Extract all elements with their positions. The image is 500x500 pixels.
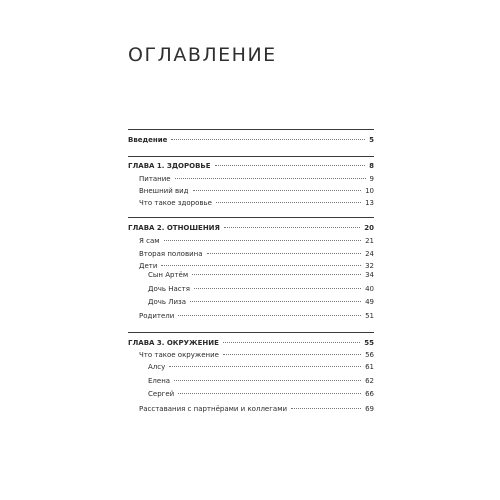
toc-entry-label: Что такое здоровье: [139, 199, 212, 207]
toc-entry-page: 8: [369, 162, 374, 170]
divider: [128, 156, 374, 157]
leader-dots: [178, 392, 361, 394]
toc-entry-label: Что такое окружение: [139, 351, 219, 359]
toc-entry-page: 32: [365, 262, 374, 270]
toc-entry-label: Родители: [139, 312, 175, 320]
toc-entry-page: 13: [365, 199, 374, 207]
toc-entry-label: Сын Артём: [148, 271, 189, 279]
toc-entry-label: Дети: [139, 262, 158, 270]
leader-dots: [194, 287, 361, 289]
toc-entry-label: Расставания с партнёрами и коллегами: [139, 405, 288, 413]
toc-entry-chapter-1[interactable]: [128, 161, 374, 171]
toc-entry-label: Введение: [128, 136, 168, 144]
toc-entry-chapter-3[interactable]: [128, 338, 374, 348]
leader-dots: [223, 341, 360, 343]
toc-entry-label: ГЛАВА 1. ЗДОРОВЬЕ: [128, 162, 211, 170]
toc-entry-page: 66: [365, 390, 374, 398]
leader-dots: [190, 300, 361, 302]
toc-entry-label: Дочь Настя: [148, 285, 190, 293]
leader-dots: [171, 138, 365, 140]
toc-entry-son-artyom[interactable]: [148, 270, 374, 280]
leader-dots: [169, 365, 361, 367]
toc-entry-page: 24: [365, 250, 374, 258]
toc-entry-label: Дочь Лиза: [148, 298, 187, 306]
toc-entry-page: 20: [364, 224, 374, 232]
divider: [128, 332, 374, 333]
toc-entry-page: 10: [365, 187, 374, 195]
toc-entry-label: Сергей: [148, 390, 175, 398]
toc-entry-label: Я сам: [139, 237, 160, 245]
toc-entry-chapter-2[interactable]: [128, 223, 374, 233]
leader-dots: [161, 264, 361, 266]
toc-entry-page: 40: [365, 285, 374, 293]
toc-entry-myself[interactable]: [139, 236, 374, 246]
toc-entry-label: Внешний вид: [139, 187, 189, 195]
toc-entry-label: Елена: [148, 377, 171, 385]
leader-dots: [193, 189, 362, 191]
toc-entry-label: ГЛАВА 3. ОКРУЖЕНИЕ: [128, 339, 219, 347]
toc-entry-parents[interactable]: [139, 311, 374, 321]
toc-entry-page: 21: [365, 237, 374, 245]
toc-entry-partings[interactable]: [139, 404, 374, 414]
toc-entry-nutrition[interactable]: [139, 174, 374, 184]
toc-entry-appearance[interactable]: [139, 186, 374, 196]
toc-entry-what-is-health[interactable]: [139, 198, 374, 208]
leader-dots: [178, 314, 361, 316]
leader-dots: [224, 226, 360, 228]
leader-dots: [291, 407, 361, 409]
leader-dots: [223, 353, 361, 355]
page-title: ОГЛАВЛЕНИЕ: [128, 44, 277, 66]
leader-dots: [192, 273, 361, 275]
toc-entry-page: 9: [369, 175, 374, 183]
toc-entry-label: Вторая половина: [139, 250, 203, 258]
toc-entry-label: Алсу: [148, 363, 166, 371]
toc-entry-other-half[interactable]: [139, 249, 374, 259]
toc-entry-alsu[interactable]: [148, 362, 374, 372]
toc-entry-page: 5: [369, 136, 374, 144]
toc-entry-page: 56: [365, 351, 374, 359]
leader-dots: [216, 201, 361, 203]
toc-entry-elena[interactable]: [148, 376, 374, 386]
toc-entry-introduction[interactable]: [128, 135, 374, 145]
toc-entry-daughter-nastya[interactable]: [148, 284, 374, 294]
toc-entry-what-is-environment[interactable]: [139, 350, 374, 360]
toc-entry-page: 69: [365, 405, 374, 413]
divider: [128, 217, 374, 218]
leader-dots: [175, 177, 366, 179]
toc-entry-label: ГЛАВА 2. ОТНОШЕНИЯ: [128, 224, 220, 232]
toc-entry-sergey[interactable]: [148, 389, 374, 399]
toc-entry-page: 51: [365, 312, 374, 320]
toc-entry-label: Питание: [139, 175, 171, 183]
toc-entry-page: 49: [365, 298, 374, 306]
leader-dots: [215, 164, 366, 166]
toc-entry-daughter-liza[interactable]: [148, 297, 374, 307]
leader-dots: [164, 239, 362, 241]
leader-dots: [207, 252, 362, 254]
toc-entry-page: 62: [365, 377, 374, 385]
toc-entry-page: 61: [365, 363, 374, 371]
divider: [128, 129, 374, 130]
toc-entry-page: 55: [364, 339, 374, 347]
toc-entry-page: 34: [365, 271, 374, 279]
leader-dots: [174, 379, 361, 381]
